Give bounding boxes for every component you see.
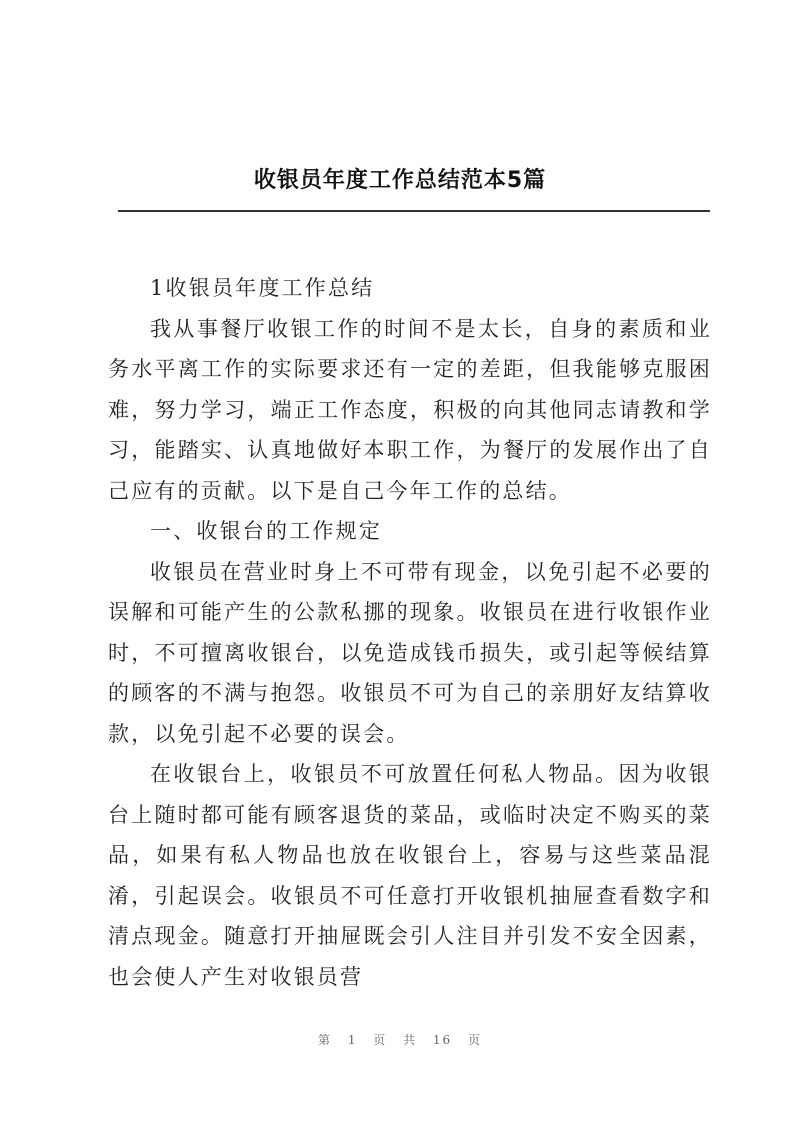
paragraph: 我从事餐厅收银工作的时间不是太长，自身的素质和业务水平离工作的实际要求还有一定的差距，但我能够克服困难，努力学习，端正工作态度，积极的向其他同志请教和学习，能踏实、认真地做好本职工作，为餐厅的发展作出了自己应有的贡献。以下是自己今年工作的总结。 [108, 316, 712, 503]
page-number-footer: 第 1 页 共 16 页 [318, 1033, 482, 1047]
title-divider [118, 210, 710, 212]
section-heading: 1收银员年度工作总结 [150, 276, 375, 300]
document-body [108, 268, 712, 997]
section-heading: 一、收银台的工作规定 [150, 519, 382, 543]
document-title: 收银员年度工作总结范本5篇 [253, 168, 547, 193]
paragraph: 收银员在营业时身上不可带有现金，以免引起不必要的误解和可能产生的公款私挪的现象。收银员在进行收银作业时，不可擅离收银台，以免造成钱币损失，或引起等候结算的顾客的不满与抱怨。收银员不可为自己的亲朋好友结算收款，以免引起不必要的误会。 [108, 559, 712, 746]
paragraph: 在收银台上，收银员不可放置任何私人物品。因为收银台上随时都可能有顾客退货的菜品，或临时决定不购买的菜品，如果有私人物品也放在收银台上，容易与这些菜品混淆，引起误会。收银员不可任意打开收银机抽屉查看数字和清点现金。随意打开抽屉既会引人注目并引发不安全因素，也会使人产生对收银员营 [108, 762, 712, 989]
